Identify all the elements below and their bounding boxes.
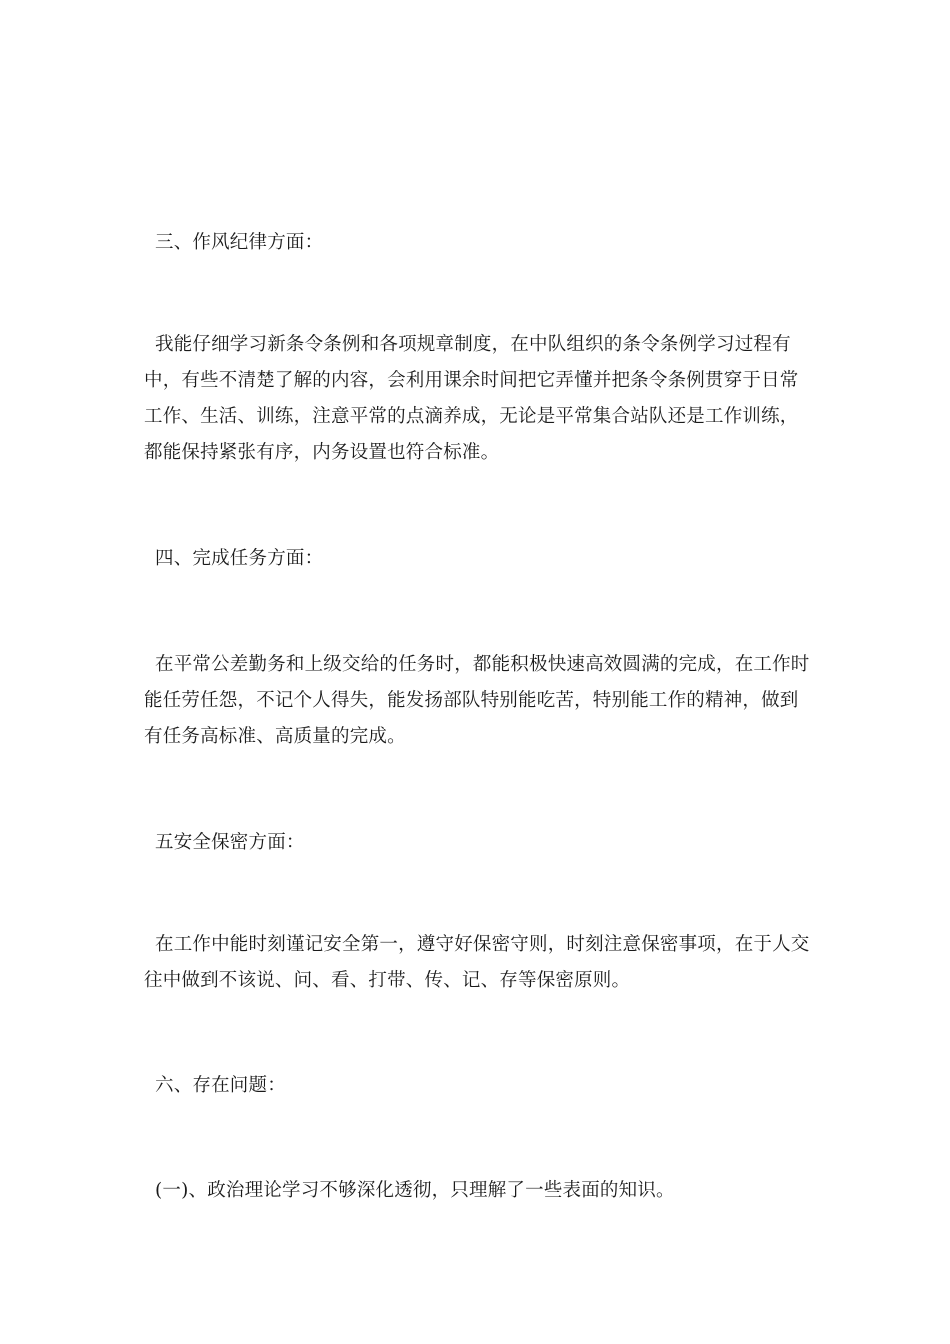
section-heading-3: 三、作风纪律方面： xyxy=(155,232,324,253)
section-heading-4: 四、完成任务方面： xyxy=(155,548,324,569)
section-paragraph-5: 在工作中能时刻谨记安全第一，遵守好保密守则，时刻注意保密事项，在于人交往中做到不该说、问、看、打带、传、记、存等保密原则。 xyxy=(144,934,810,991)
section-heading-6: 六、存在问题： xyxy=(155,1075,286,1096)
section-paragraph-4: 在平常公差勤务和上级交给的任务时，都能积极快速高效圆满的完成，在工作时能任劳任怨，不记个人得失，能发扬部队特别能吃苦，特别能工作的精神，做到有任务高标准、高质量的完成。 xyxy=(144,654,810,747)
section-paragraph-6: (一)、政治理论学习不够深化透彻，只理解了一些表面的知识。 xyxy=(155,1180,675,1201)
section-paragraph-3: 我能仔细学习新条令条例和各项规章制度，在中队组织的条令条例学习过程有中，有些不清楚了解的内容，会利用课余时间把它弄懂并把条令条例贯穿于日常工作、生活、训练，注意平常的点滴养成，无论是平常集合站队还是工作训练，都能保持紧张有序，内务设置也符合标准。 xyxy=(144,334,799,463)
section-heading-5: 五安全保密方面： xyxy=(155,832,305,853)
